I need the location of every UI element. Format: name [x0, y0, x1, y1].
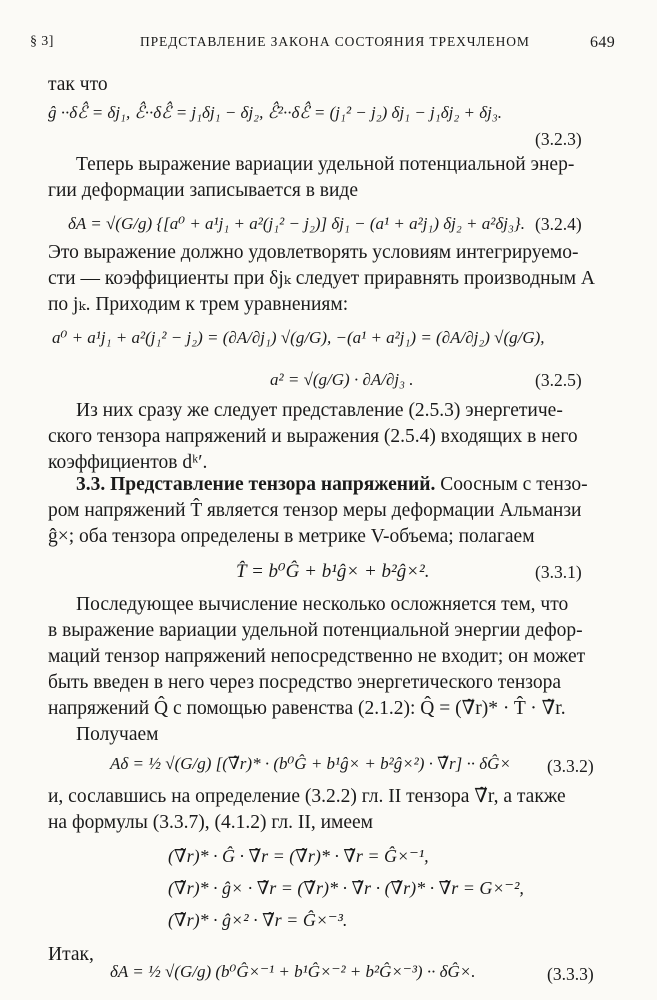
section-heading: 3.3. Представление тензора напряжений.: [76, 474, 436, 495]
text-line: на формулы (3.3.7), (4.1.2) гл. II, имеем: [48, 812, 373, 833]
equation-line: (∇̃r)* · ĝ×² · ∇̃r = Ĝ×⁻³.: [168, 910, 348, 930]
text-line: по jₖ. Приходим к трем уравнениям:: [48, 294, 349, 315]
equation-number: (3.2.4): [535, 214, 582, 234]
equation-3-2-3: ĝ ··δℰ̂ = δj₁, ℰ̂··δℰ̂ = j₁δj₁ − δj₂, ℰ̂²··δℰ̂ = (j₁² − j₂) δj₁ − j₁δj₂ + δj₃.: [48, 103, 502, 122]
text-line: ром напряжений T̂ является тензор меры деформации Альманзи: [48, 500, 582, 521]
text-fragment: Соосным с тензо-: [435, 474, 588, 495]
section-3-3-first-line: [76, 472, 588, 498]
equation-number: (3.3.2): [547, 756, 594, 776]
text-line: ĝ×; оба тензора определены в метрике V-объема; полагаем: [48, 526, 535, 547]
text-line: ского тензора напряжений и выражения (2.5.4) входящих в него: [48, 426, 578, 447]
equation-line: (∇̃r)* · ĝ× · ∇̃r = (∇̃r)* · ∇̃r · (∇̃r)* · ∇̃r = G×⁻²,: [168, 878, 524, 898]
equation-3-3-3: δA = ½ √(G/g) (b⁰Ĝ×⁻¹ + b¹Ĝ×⁻² + b²Ĝ×⁻³) ·· δĜ×.: [110, 962, 476, 981]
equation-number: (3.3.3): [547, 964, 594, 984]
equation-3-3-2: Aδ = ½ √(G/g) [(∇̃r)* · (b⁰Ĝ + b¹ĝ× + b²ĝ×²) · ∇̃r] ·· δĜ×: [110, 754, 511, 773]
text-line: и, сославшись на определение (3.2.2) гл. II тензора ∇̃r, а также: [48, 786, 566, 807]
text-line: сти — коэффициенты при δjₖ следует приравнять производным A: [48, 268, 595, 289]
header-section: § 3]: [30, 34, 54, 49]
equation-number: (3.3.1): [535, 562, 582, 582]
text-line: маций тензор напряжений непосредственно не входит; он может: [48, 646, 586, 667]
text-line: Из них сразу же следует представление (2.5.3) энергетиче-: [76, 400, 563, 421]
header-page-number: 649: [590, 34, 616, 51]
text-line: в выражение вариации удельной потенциальной энергии дефор-: [48, 620, 583, 641]
text-line: Теперь выражение вариации удельной потенциальной энер-: [76, 154, 575, 175]
header-title: ПРЕДСТАВЛЕНИЕ ЗАКОНА СОСТОЯНИЯ ТРЕХЧЛЕНОМ: [140, 34, 530, 49]
equation-3-2-4: δA = √(G/g) {[a⁰ + a¹j₁ + a²(j₁² − j₂)] δj₁ − (a¹ + a²j₁) δj₂ + a²δj₃}.: [68, 214, 525, 233]
equation-number: (3.2.5): [535, 370, 582, 390]
text-line: Последующее вычисление несколько осложняется тем, что: [76, 594, 569, 615]
text-line: так что: [48, 74, 108, 95]
text-line: коэффициентов dᵏ′.: [48, 452, 208, 473]
text-line: Итак,: [48, 944, 94, 965]
equation-3-2-5a: a⁰ + a¹j₁ + a²(j₁² − j₂) = (∂A/∂j₁) √(g/G), −(a¹ + a²j₁) = (∂A/∂j₂) √(g/G),: [52, 328, 545, 347]
text-line: Это выражение должно удовлетворять условиям интегрируемо-: [48, 242, 579, 263]
text-line: напряжений Q̂ с помощью равенства (2.1.2): Q̂ = (∇̃r)* · T̂ · ∇̃r.: [48, 698, 566, 719]
equation-3-2-5b: a² = √(g/G) · ∂A/∂j₃ .: [270, 370, 414, 389]
equation-number: (3.2.3): [535, 129, 582, 149]
equation-3-3-1: T̂ = b⁰Ĝ + b¹ĝ× + b²ĝ×².: [236, 561, 430, 582]
equation-line: (∇̃r)* · Ĝ · ∇̃r = (∇̃r)* · ∇̃r = Ĝ×⁻¹,: [168, 846, 429, 866]
text-line: гии деформации записывается в виде: [48, 180, 358, 201]
text-line: быть введен в него через посредство энергетического тензора: [48, 672, 562, 693]
text-line: Получаем: [76, 724, 159, 745]
